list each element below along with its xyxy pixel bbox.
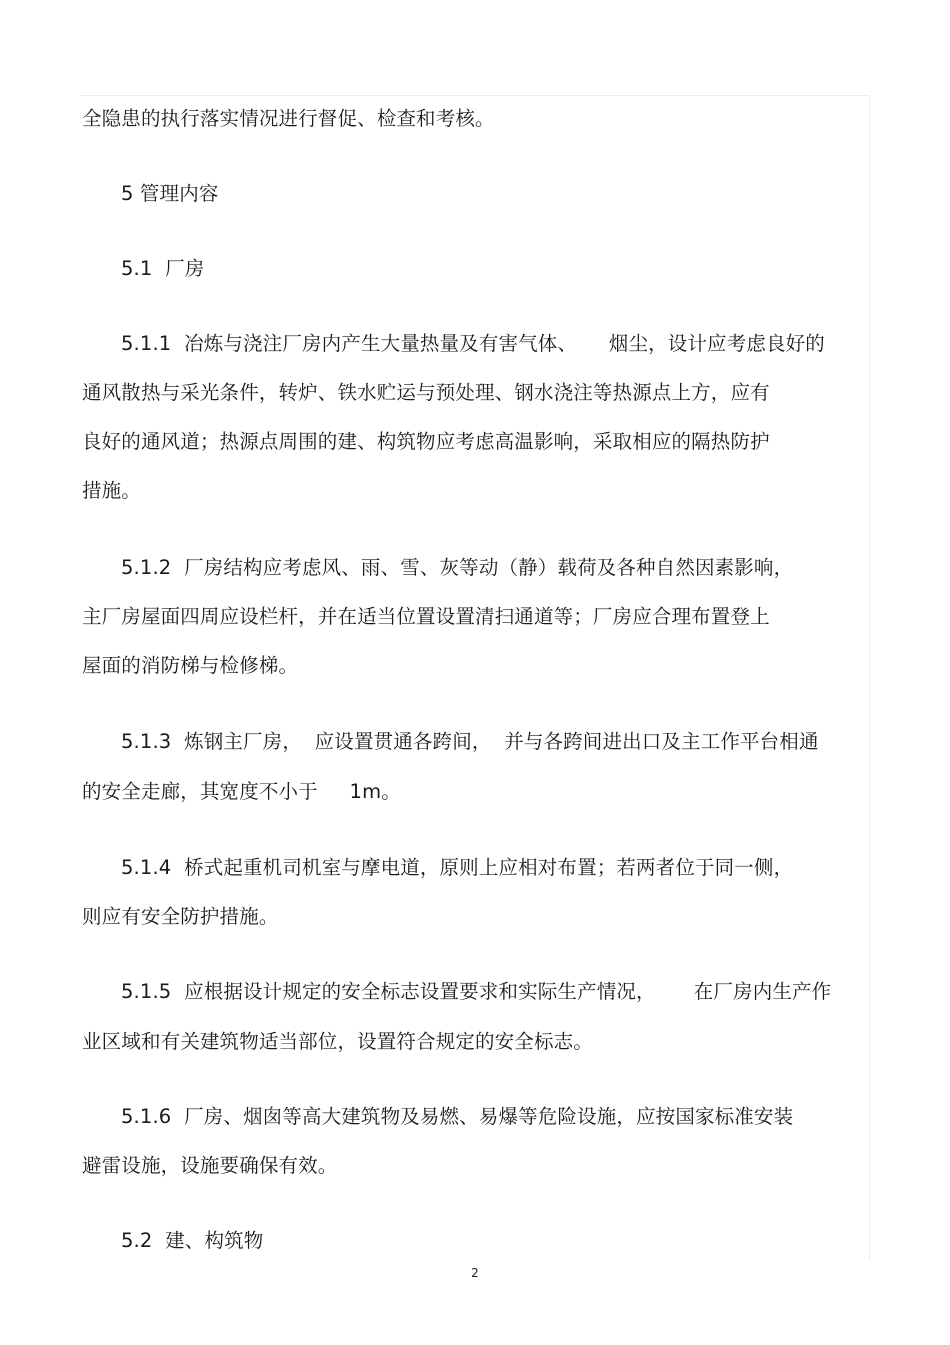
paragraph-line: 5.1.6 厂房、烟囱等高大建筑物及易燃、易爆等危险设施，应按国家标准安装 xyxy=(121,1105,794,1128)
subsection-heading: 5.1 厂房 xyxy=(121,257,205,280)
section-heading: 5 管理内容 xyxy=(121,182,219,205)
paragraph-line: 5.1.2 厂房结构应考虑风、雨、雪、灰等动（静）载荷及各种自然因素影响， xyxy=(121,556,794,579)
paragraph-line: 主厂房屋面四周应设栏杆，并在适当位置设置清扫通道等；厂房应合理布置登上 xyxy=(82,605,770,628)
paragraph-line: 5.1.3 炼钢主厂房， 应设置贯通各跨间， 并与各跨间进出口及主工作平台相通 xyxy=(121,730,819,753)
paragraph-line: 屋面的消防梯与检修梯。 xyxy=(82,654,299,677)
paragraph-line: 则应有安全防护措施。 xyxy=(82,905,279,928)
paragraph-line: 良好的通风道；热源点周围的建、构筑物应考虑高温影响，采取相应的隔热防护 xyxy=(82,430,770,453)
paragraph-line: 5.1.5 应根据设计规定的安全标志设置要求和实际生产情况， 在厂房内生产作 xyxy=(121,980,832,1003)
paragraph-line: 通风散热与采光条件，转炉、铁水贮运与预处理、钢水浇注等热源点上方，应有 xyxy=(82,381,770,404)
page-number: 2 xyxy=(471,1266,479,1280)
paragraph-line: 的安全走廊，其宽度不小于 1m。 xyxy=(82,780,401,803)
paragraph-line: 5.1.4 桥式起重机司机室与摩电道，原则上应相对布置；若两者位于同一侧， xyxy=(121,856,794,879)
paragraph-line: 业区域和有关建筑物适当部位，设置符合规定的安全标志。 xyxy=(82,1030,593,1053)
subsection-heading: 5.2 建、构筑物 xyxy=(121,1229,264,1252)
page-frame-top-border xyxy=(80,95,870,96)
text-line: 全隐患的执行落实情况进行督促、检查和考核。 xyxy=(82,107,495,130)
paragraph-line: 5.1.1 冶炼与浇注厂房内产生大量热量及有害气体、 烟尘，设计应考虑良好的 xyxy=(121,332,825,355)
page-frame-right-border xyxy=(869,95,870,1260)
paragraph-line: 措施。 xyxy=(82,479,141,502)
paragraph-line: 避雷设施，设施要确保有效。 xyxy=(82,1154,338,1177)
